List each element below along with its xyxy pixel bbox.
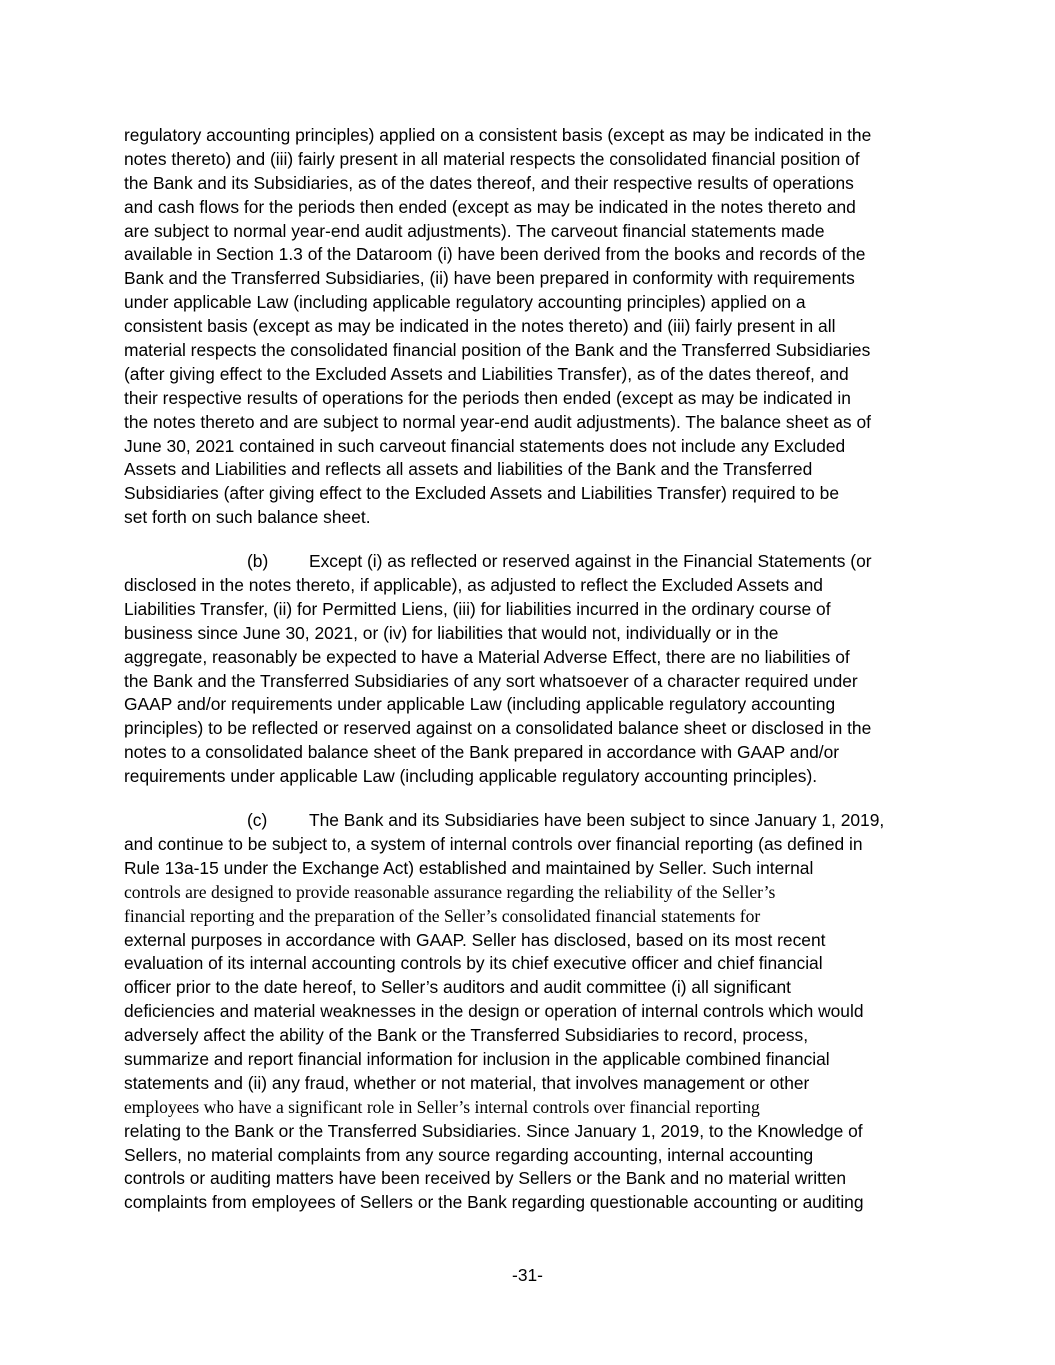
text-line: principles) to be reflected or reserved against on a consolidated balance sheet or disclosed in the bbox=[124, 718, 872, 739]
text-line: business since June 30, 2021, or (iv) for liabilities that would not, individually or in the bbox=[124, 622, 779, 643]
text-line: relating to the Bank or the Transferred Subsidiaries. Since January 1, 2019, to the Knowledge of bbox=[124, 1120, 863, 1141]
text-line: material respects the consolidated financial position of the Bank and the Transferred Subsidiaries bbox=[124, 340, 871, 361]
text-line: and cash flows for the periods then ended (except as may be indicated in the notes thereto and bbox=[124, 196, 856, 217]
paragraph-a-continued bbox=[124, 124, 932, 530]
text-line: Sellers, no material complaints from any source regarding accounting, internal accounting bbox=[124, 1144, 814, 1165]
text-line: requirements under applicable Law (including applicable regulatory accounting principles). bbox=[124, 766, 818, 787]
text-line: deficiencies and material weaknesses in the design or operation of internal controls which would bbox=[124, 1001, 864, 1022]
text-line: evaluation of its internal accounting controls by its chief executive officer and chief financial bbox=[124, 953, 823, 974]
paragraph-b-first-line-text: Except (i) as reflected or reserved against in the Financial Statements (or bbox=[309, 551, 872, 572]
text-line: Subsidiaries (after giving effect to the Excluded Assets and Liabilities Transfer) required to be bbox=[124, 483, 840, 504]
paragraph-b-label: (b) bbox=[247, 551, 269, 572]
text-line: officer prior to the date hereof, to Seller’s auditors and audit committee (i) all significant bbox=[124, 977, 791, 998]
text-line: Liabilities Transfer, (ii) for Permitted Liens, (iii) for liabilities incurred in the ordinary course of bbox=[124, 598, 831, 619]
text-line: their respective results of operations for the periods then ended (except as may be indicated in bbox=[124, 387, 851, 408]
text-line: Bank and the Transferred Subsidiaries, (ii) have been prepared in conformity with requirements bbox=[124, 268, 855, 289]
text-line: employees who have a significant role in Seller’s internal controls over financial reporting bbox=[124, 1096, 760, 1117]
text-line: are subject to normal year-end audit adjustments). The carveout financial statements made bbox=[124, 220, 825, 241]
text-line: set forth on such balance sheet. bbox=[124, 507, 371, 528]
text-line: the notes thereto and are subject to normal year-end audit adjustments). The balance sheet as of bbox=[124, 411, 871, 432]
text-line: under applicable Law (including applicable regulatory accounting principles) applied on a bbox=[124, 292, 806, 313]
text-line: Rule 13a-15 under the Exchange Act) established and maintained by Seller. Such internal bbox=[124, 857, 814, 878]
paragraph-b bbox=[124, 550, 932, 789]
paragraph-b-first-line bbox=[124, 550, 932, 574]
text-line: complaints from employees of Sellers or the Bank regarding questionable accounting or auditing bbox=[124, 1192, 864, 1213]
page-number: -31- bbox=[512, 1265, 543, 1285]
document-page bbox=[124, 124, 932, 1235]
text-line: June 30, 2021 contained in such carveout financial statements does not include any Excluded bbox=[124, 435, 846, 456]
text-line: Assets and Liabilities and reflects all assets and liabilities of the Bank and the Transferred bbox=[124, 459, 813, 480]
text-line: (after giving effect to the Excluded Assets and Liabilities Transfer), as of the dates thereof, and bbox=[124, 363, 849, 384]
text-line: summarize and report financial information for inclusion in the applicable combined financial bbox=[124, 1048, 830, 1069]
text-line: financial reporting and the preparation of the Seller’s consolidated financial statements for bbox=[124, 905, 761, 926]
paragraph-c-first-line-text: The Bank and its Subsidiaries have been subject to since January 1, 2019, bbox=[309, 810, 885, 831]
text-line: external purposes in accordance with GAAP. Seller has disclosed, based on its most recent bbox=[124, 929, 826, 950]
text-line: regulatory accounting principles) applied on a consistent basis (except as may be indicated in the bbox=[124, 125, 872, 145]
text-line: notes thereto) and (iii) fairly present in all material respects the consolidated financial position of bbox=[124, 148, 860, 169]
text-line: disclosed in the notes thereto, if applicable), as adjusted to reflect the Excluded Assets and bbox=[124, 575, 823, 596]
text-line: controls or auditing matters have been received by Sellers or the Bank and no material written bbox=[124, 1168, 847, 1189]
text-line: the Bank and its Subsidiaries, as of the dates thereof, and their respective results of operations bbox=[124, 172, 854, 193]
text-line: notes to a consolidated balance sheet of the Bank prepared in accordance with GAAP and/or bbox=[124, 742, 840, 763]
text-line: and continue to be subject to, a system of internal controls over financial reporting (as defined in bbox=[124, 833, 863, 854]
paragraph-c-label: (c) bbox=[247, 810, 268, 831]
text-line: consistent basis (except as may be indicated in the notes thereto) and (iii) fairly present in all bbox=[124, 316, 836, 337]
text-line: adversely affect the ability of the Bank or the Transferred Subsidiaries to record, process, bbox=[124, 1025, 809, 1046]
text-line: the Bank and the Transferred Subsidiaries of any sort whatsoever of a character required under bbox=[124, 670, 858, 691]
paragraph-c bbox=[124, 809, 932, 1215]
text-line: available in Section 1.3 of the Dataroom (i) have been derived from the books and records of the bbox=[124, 244, 866, 265]
text-line: controls are designed to provide reasonable assurance regarding the reliability of the Seller’s bbox=[124, 881, 776, 902]
text-line: aggregate, reasonably be expected to have a Material Adverse Effect, there are no liabilities of bbox=[124, 646, 850, 667]
text-line: statements and (ii) any fraud, whether or not material, that involves management or other bbox=[124, 1072, 810, 1093]
paragraph-c-first-line bbox=[124, 809, 932, 833]
text-line: GAAP and/or requirements under applicable Law (including applicable regulatory accounting bbox=[124, 694, 836, 715]
